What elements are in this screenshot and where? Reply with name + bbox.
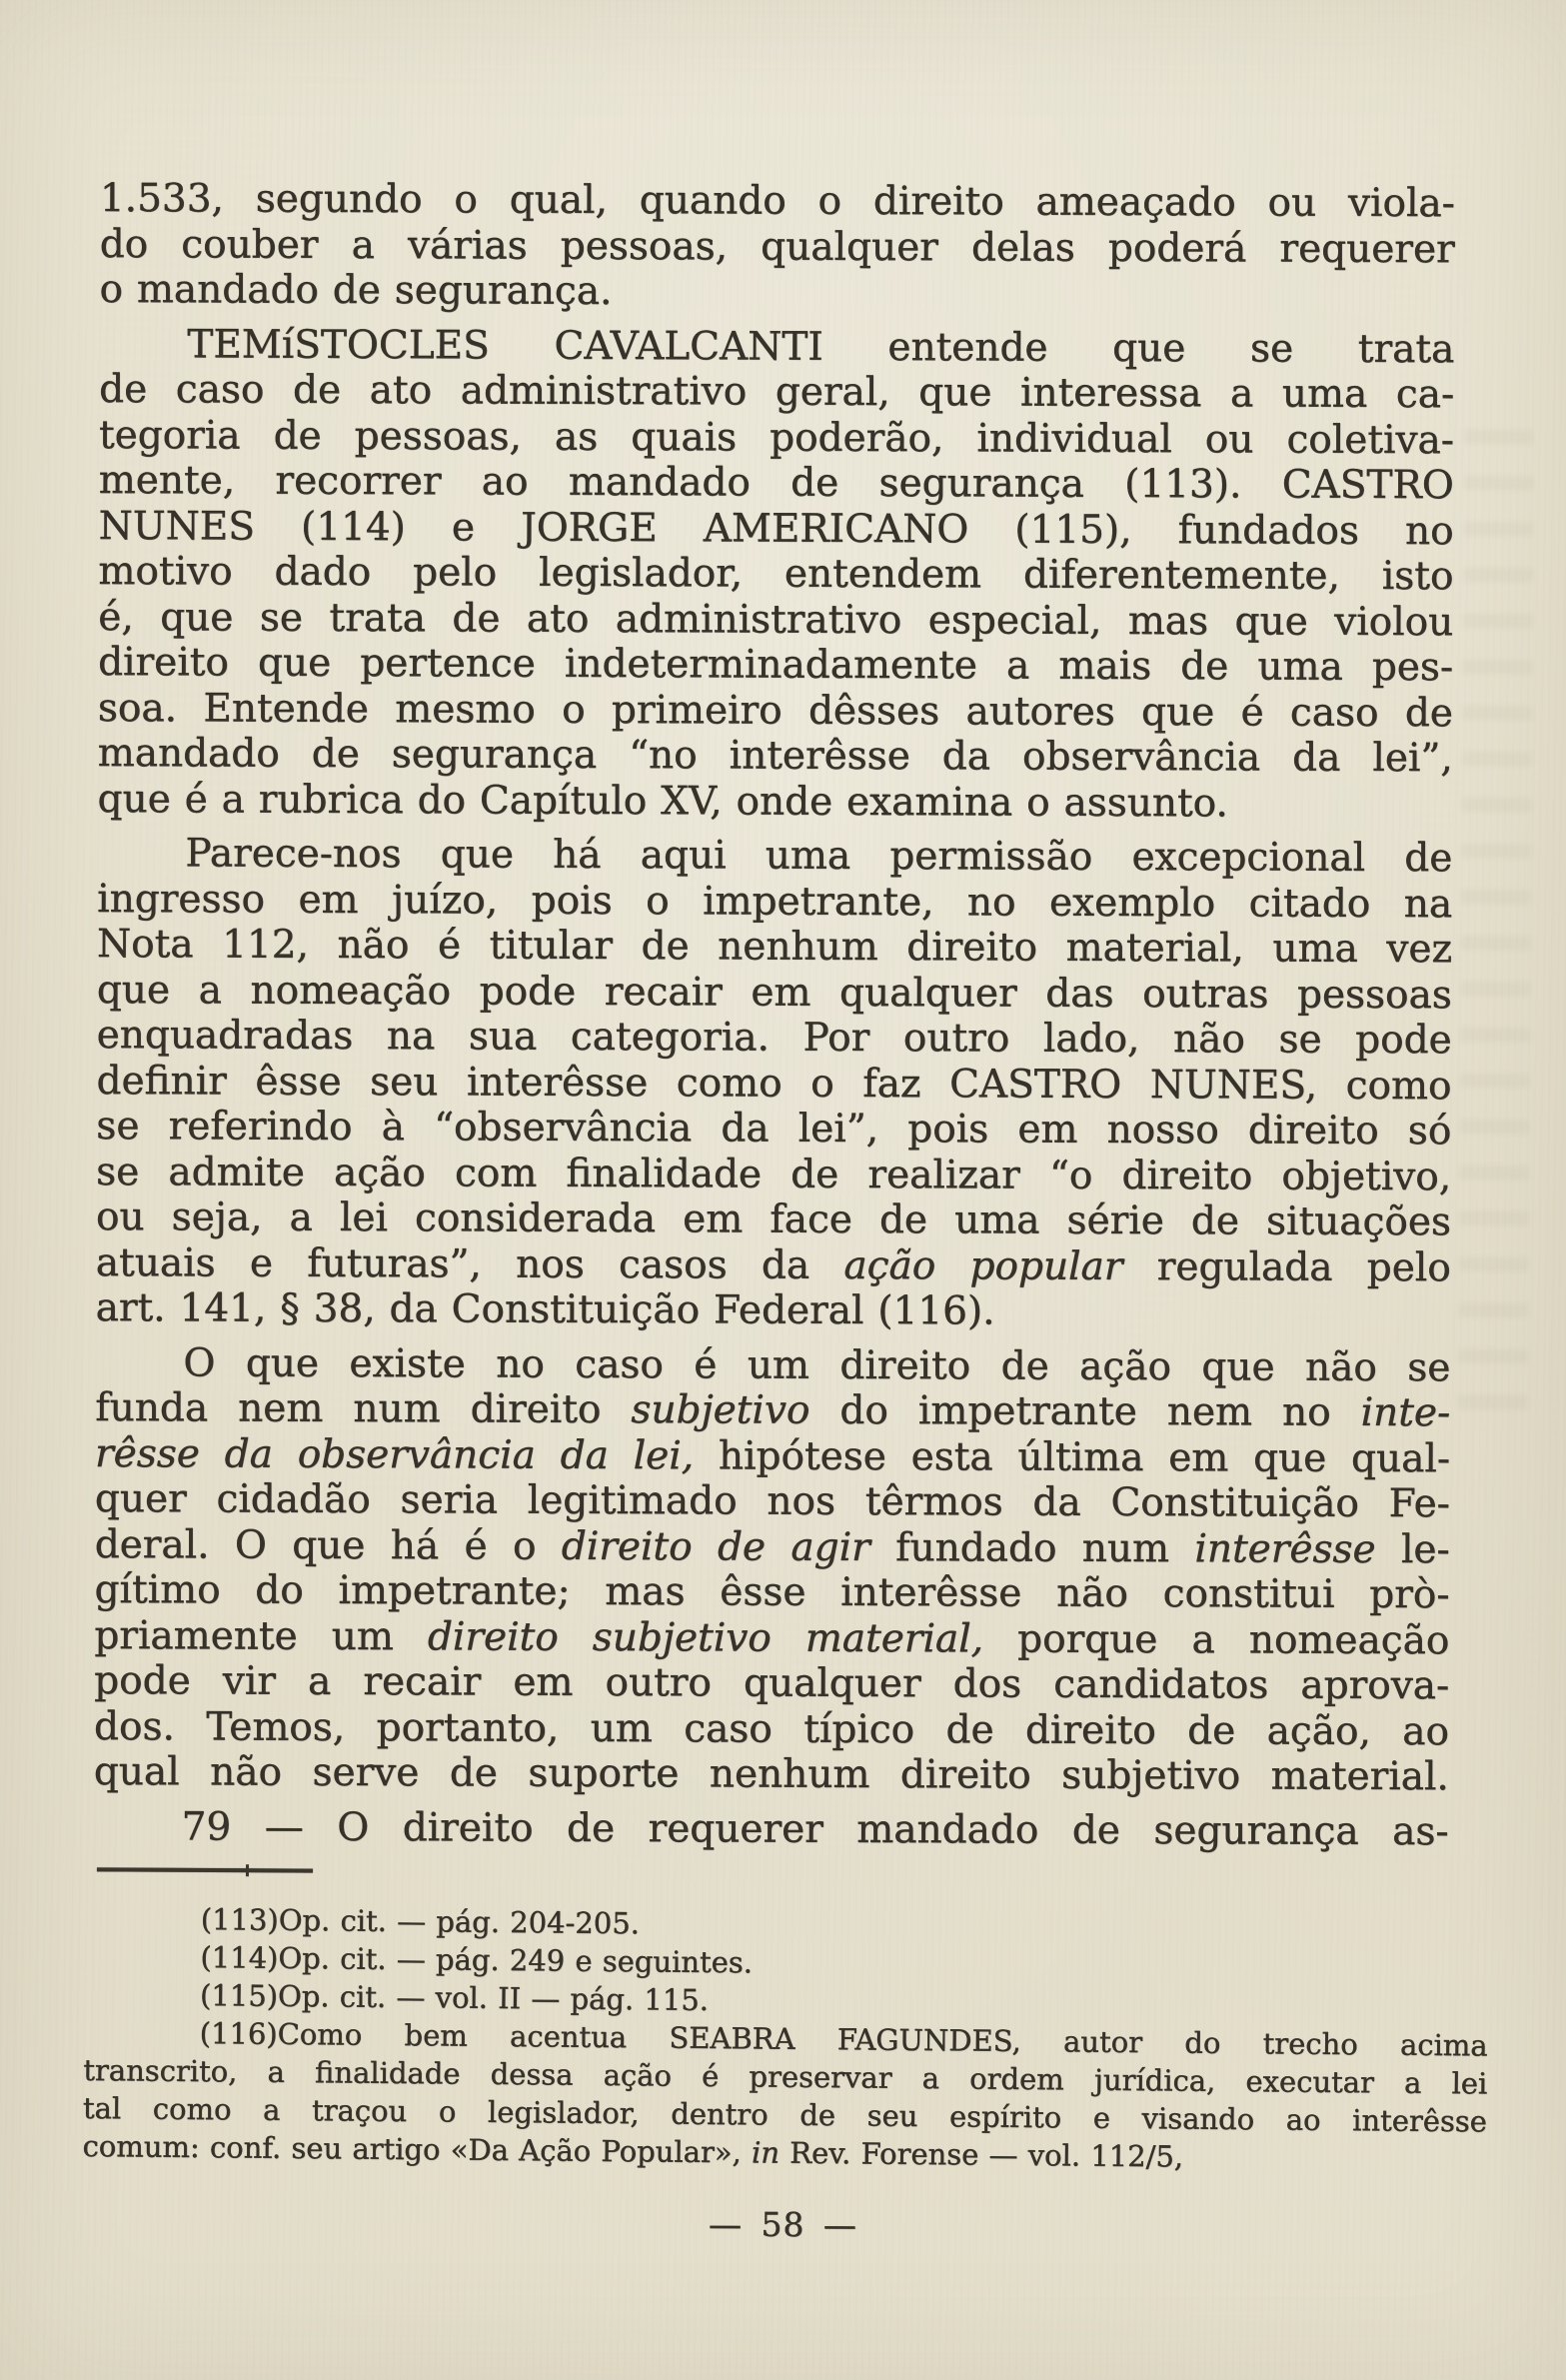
- body-text: [94, 176, 1455, 1854]
- footnote-number: (114): [200, 1940, 279, 1975]
- text-line: [97, 876, 1452, 927]
- text-line: [99, 412, 1454, 463]
- text-line: [95, 1385, 1450, 1436]
- text-run: direito de agir: [561, 1523, 870, 1570]
- text-run: do couber a várias pessoas, qualquer delas poderá requerer: [99, 221, 1455, 272]
- text-run: transcrito, a finalidade dessa ação é preservar a ordem jurídica, executar a lei: [83, 2052, 1488, 2101]
- text-run: atuais e futuras”, nos casos da: [95, 1239, 844, 1288]
- text-line: [98, 731, 1453, 782]
- text-run: le-: [1375, 1526, 1450, 1572]
- text-run: é, que se trata de ato administrativo especial, mas que violou: [98, 594, 1454, 645]
- text-run: Nota 112, não é titular de nenhum direito material, uma vez: [96, 921, 1453, 973]
- text-run: 79 — O direito de requerer mandado de segurança as-: [181, 1803, 1449, 1854]
- text-run: comum: conf. seu artigo «Da Ação Popular»,: [82, 2128, 753, 2170]
- text-run: regulada pelo: [1122, 1243, 1451, 1290]
- text-line: [96, 1285, 1451, 1336]
- text-run: tegoria de pessoas, as quais poderão, individual ou coletiva-: [98, 412, 1455, 463]
- text-line: [98, 640, 1453, 691]
- page-showthrough-ghost: [1458, 430, 1535, 1409]
- text-line: [97, 1013, 1452, 1064]
- text-run: direito subjetivo material,: [427, 1613, 984, 1661]
- text-line: [99, 503, 1454, 554]
- text-line: [97, 922, 1452, 973]
- text-run: Op. cit. — pág. 249 e seguintes.: [278, 1940, 754, 1980]
- text-line: [99, 267, 1454, 318]
- text-run: tal como a traçou o legislador, dentro de seu espírito e visando ao interêsse: [82, 2090, 1488, 2139]
- text-line: [100, 221, 1455, 272]
- footnotes: [82, 1899, 1488, 2178]
- text-line: [96, 1194, 1451, 1245]
- text-run: deral. O que há é o: [94, 1521, 562, 1569]
- text-run: de caso de ato administrativo geral, que interessa a uma ca-: [99, 366, 1455, 418]
- text-run: se admite ação com finalidade de realizar “o direito objetivo,: [96, 1149, 1452, 1199]
- text-run: que é a rubrica do Capítulo XV, onde examina o assunto.: [97, 776, 1228, 826]
- text-line: [99, 367, 1454, 418]
- text-line: [94, 1612, 1449, 1663]
- text-line: [96, 1058, 1451, 1109]
- text-run: soa. Entende mesmo o primeiro dêsses autores que é caso de: [97, 685, 1454, 736]
- footnote-divider: [97, 1867, 313, 1872]
- page-number: — 58 —: [708, 2204, 858, 2245]
- text-run: o mandado de segurança.: [99, 266, 613, 314]
- text-run: que a nomeação pode recair em qualquer das outras pessoas: [96, 967, 1452, 1018]
- text-run: inte-: [1360, 1389, 1451, 1436]
- text-line: [100, 176, 1455, 227]
- text-run: direito que pertence indeterminadamente a mais de uma pes-: [98, 639, 1454, 691]
- text-run: quer cidadão seria legitimado nos têrmos da Constituição Fe-: [94, 1475, 1450, 1527]
- text-run: rêsse da observância da lei,: [95, 1430, 695, 1478]
- text-line: [96, 1239, 1451, 1290]
- text-line: [96, 1104, 1451, 1155]
- text-run: Rev. Forense — vol. 112/5,: [779, 2135, 1184, 2174]
- text-line: [99, 321, 1454, 372]
- text-line: [98, 594, 1453, 645]
- text-run: definir êsse seu interêsse como o faz CASTRO NUNES, como: [96, 1058, 1452, 1109]
- text-run: Op. cit. — vol. II — pág. 115.: [277, 1978, 710, 2017]
- text-run: hipótese esta última em que qual-: [694, 1432, 1451, 1481]
- footnote-number: (113): [200, 1902, 279, 1937]
- text-run: porque a nomeação: [983, 1615, 1450, 1663]
- text-run: 1.533, segundo o qual, quando o direito ameaçado ou viola-: [99, 176, 1455, 227]
- text-run: dos. Temos, portanto, um caso típico de direito de ação, ao: [93, 1703, 1450, 1754]
- text-run: ação popular: [843, 1242, 1123, 1289]
- text-line: [95, 1521, 1450, 1572]
- text-run: priamente um: [94, 1612, 429, 1659]
- text-run: enquadradas na sua categoria. Por outro lado, não se pode: [96, 1012, 1452, 1064]
- text-run: mandado de segurança “no interêsse da observância da lei”,: [97, 730, 1453, 782]
- text-run: motivo dado pelo legislador, entendem diferentemente, isto: [98, 548, 1454, 600]
- text-line: [94, 1658, 1449, 1709]
- text-run: pode vir a recair em outro qualquer dos candidatos aprova-: [94, 1657, 1450, 1709]
- text-run: fundado num: [869, 1524, 1195, 1571]
- text-run: mente, recorrer ao mandado de segurança (113). CASTRO: [98, 457, 1454, 509]
- text-run: se referindo à “observância da lei”, pois em nosso direito só: [96, 1103, 1452, 1155]
- text-line: [94, 1703, 1449, 1754]
- text-line: [94, 1567, 1449, 1618]
- text-run: art. 141, § 38, da Constituição Federal (116).: [95, 1284, 995, 1334]
- text-run: qual não serve de suporte nenhum direito subjetivo material.: [93, 1748, 1449, 1800]
- text-run: subjetivo: [631, 1387, 810, 1433]
- text-line: [97, 967, 1452, 1018]
- text-line: [95, 1430, 1450, 1481]
- text-run: ou seja, a lei considerada em face de uma série de situações: [95, 1193, 1452, 1245]
- text-run: funda nem num direito: [95, 1384, 632, 1433]
- text-line: [95, 1339, 1450, 1390]
- text-line: [95, 1476, 1450, 1527]
- text-line: [98, 776, 1453, 827]
- text-run: interêsse: [1194, 1525, 1376, 1572]
- text-line: [94, 1749, 1449, 1800]
- text-line: [98, 549, 1453, 600]
- text-run: O que existe no caso é um direito de ação que não se: [183, 1339, 1451, 1390]
- text-line: [99, 458, 1454, 509]
- text-run: NUNES (114) e JORGE AMERICANO (115), fundados no: [98, 503, 1454, 554]
- text-run: ingresso em juízo, pois o impetrante, no exemplo citado na: [97, 876, 1453, 927]
- text-run: Parece-nos que há aqui uma permissão excepcional de: [185, 831, 1453, 882]
- text-line: [98, 685, 1453, 736]
- text-run: TEMíSTOCLES CAVALCANTI entende que se trata: [187, 321, 1455, 372]
- text-line: [97, 831, 1452, 882]
- text-run: Como bem acentua SEABRA FAGUNDES, autor do trecho acima: [277, 2016, 1488, 2063]
- footnote-number: (116): [199, 2016, 278, 2051]
- text-run: Op. cit. — pág. 204-205.: [278, 1902, 641, 1941]
- footnote-number: (115): [199, 1978, 279, 2013]
- text-line: [96, 1149, 1451, 1199]
- text-line: [94, 1803, 1449, 1854]
- text-run: do impetrante nem no: [809, 1387, 1361, 1435]
- text-run: gítimo do impetrante; mas êsse interêsse não constitui prò-: [94, 1566, 1450, 1618]
- text-run: in: [751, 2135, 781, 2170]
